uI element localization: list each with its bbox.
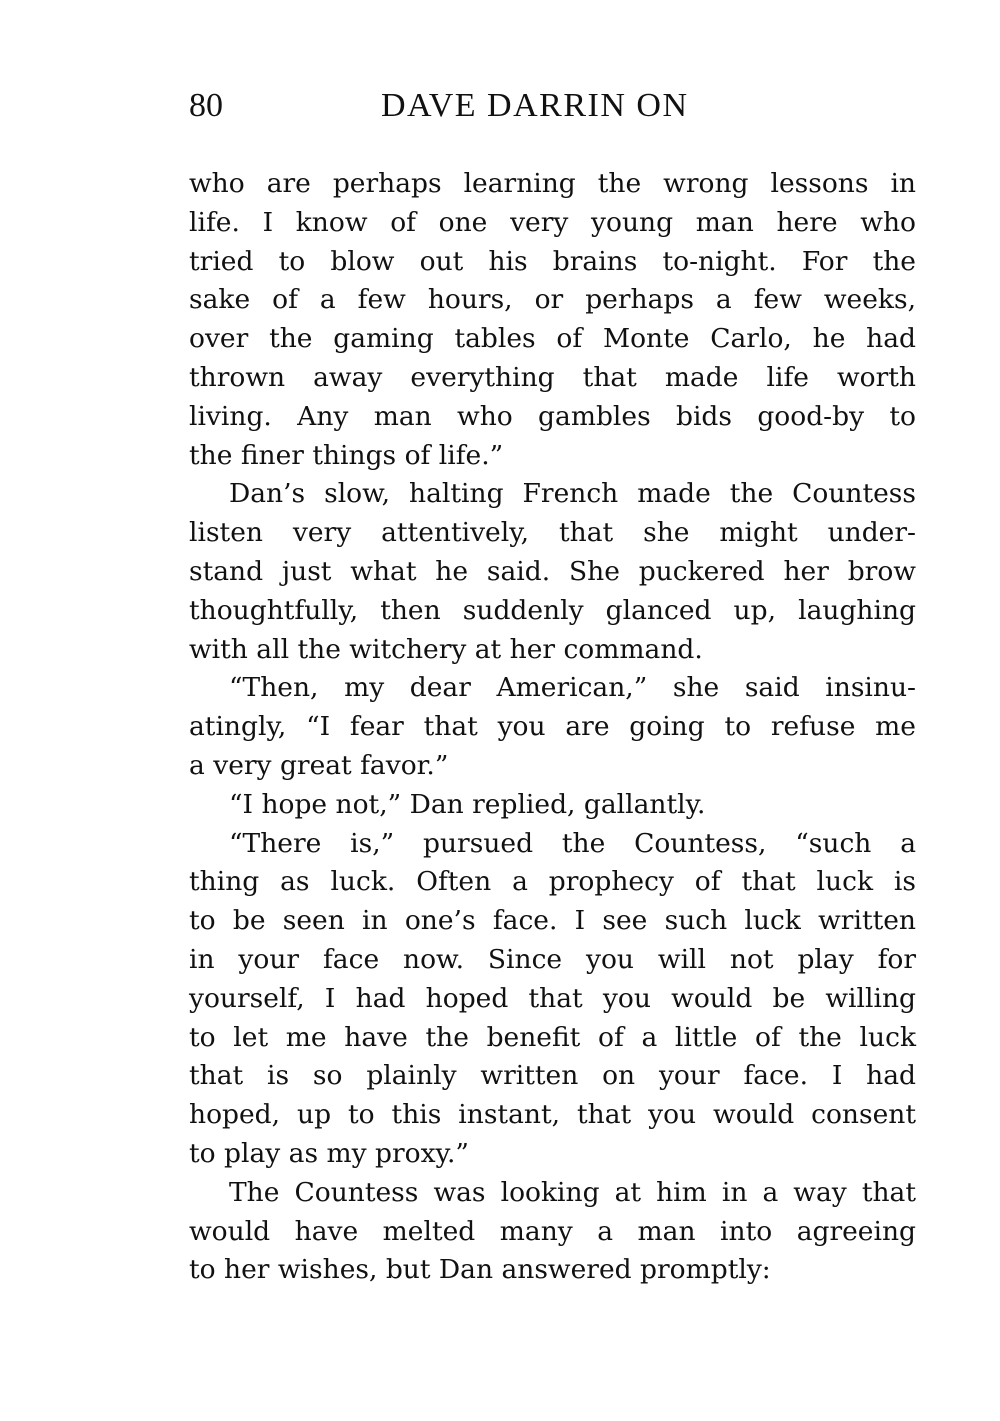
text-line: “There is,” pursued the Countess, “such a <box>229 827 916 859</box>
running-title: DAVE DARRIN ON <box>381 87 689 124</box>
paragraph <box>189 825 916 1174</box>
body-text <box>189 165 916 1290</box>
text-line: a very great favor.” <box>189 749 449 781</box>
paragraph <box>189 1174 916 1290</box>
text-line: atingly, “I fear that you are going to refuse me <box>189 711 916 743</box>
text-line: thrown away everything that made life worth <box>189 361 916 393</box>
text-line: sake of a few hours, or perhaps a few weeks, <box>189 284 916 316</box>
text-line: in your face now. Since you will not play for <box>189 943 916 975</box>
text-line: hoped, up to this instant, that you would consent <box>189 1099 916 1131</box>
text-line: to her wishes, but Dan answered promptly: <box>189 1254 771 1286</box>
text-line: thoughtfully, then suddenly glanced up, laughing <box>189 594 916 626</box>
text-line: thing as luck. Often a prophecy of that luck is <box>189 866 916 898</box>
text-line: stand just what he said. She puckered her brow <box>189 555 916 587</box>
text-line: who are perhaps learning the wrong lessons in <box>189 168 916 199</box>
page-number: 80 <box>189 87 223 124</box>
paragraph <box>189 669 916 785</box>
text-line: The Countess was looking at him in a way that <box>229 1176 916 1208</box>
text-line: to be seen in one’s face. I see such luck written <box>189 905 916 937</box>
text-line: over the gaming tables of Monte Carlo, he had <box>189 323 916 355</box>
text-line: the finer things of life.” <box>189 439 504 471</box>
text-line: to let me have the benefit of a little of the luck <box>189 1021 916 1053</box>
paragraph <box>189 475 916 669</box>
text-line: to play as my proxy.” <box>189 1137 469 1169</box>
text-line: “Then, my dear American,” she said insinu- <box>229 672 916 704</box>
text-line: tried to blow out his brains to-night. For the <box>189 245 916 277</box>
text-line: Dan’s slow, halting French made the Countess <box>229 478 916 510</box>
text-line: would have melted many a man into agreeing <box>189 1215 916 1247</box>
text-line: living. Any man who gambles bids good-by to <box>189 400 916 432</box>
text-line: “I hope not,” Dan replied, gallantly. <box>229 788 706 820</box>
text-line: yourself, I had hoped that you would be willing <box>189 982 916 1014</box>
paragraph <box>189 165 916 475</box>
running-header <box>189 82 916 130</box>
text-line: that is so plainly written on your face. I had <box>189 1060 916 1092</box>
text-line: with all the witchery at her command. <box>189 633 703 665</box>
text-line: listen very attentively, that she might under- <box>189 517 916 549</box>
text-line: life. I know of one very young man here who <box>189 206 916 238</box>
paragraph <box>189 786 916 825</box>
